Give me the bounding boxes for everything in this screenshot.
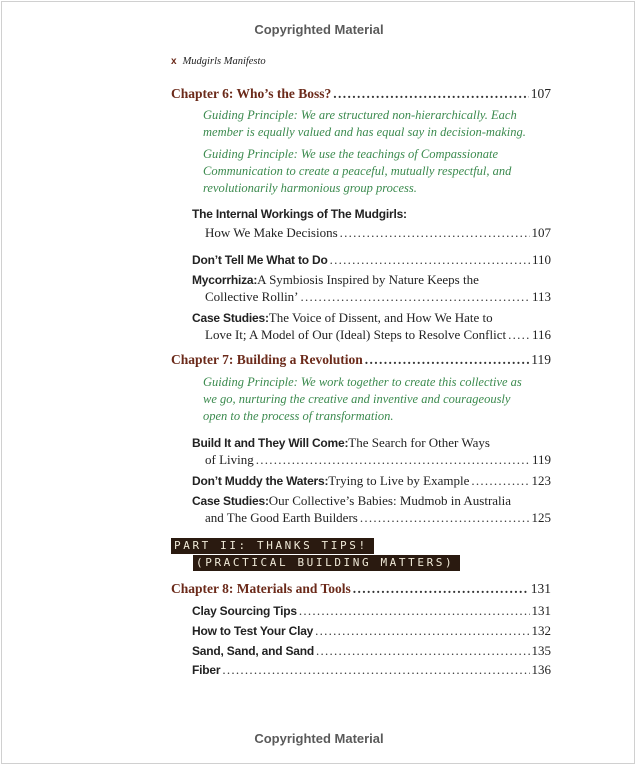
entry-lead: Fiber — [192, 663, 221, 677]
principle-line: open to the process of transformation. — [203, 409, 394, 423]
toc-entry[interactable] — [192, 473, 551, 489]
dot-leader — [222, 662, 529, 678]
copyright-notice-top: Copyrighted Material — [254, 22, 384, 37]
dot-leader — [299, 603, 530, 619]
toc-entry[interactable] — [192, 252, 551, 268]
chapter-title: Chapter 8: Materials and Tools — [171, 581, 351, 596]
dot-leader — [508, 327, 530, 343]
entry-lead: Case Studies: — [192, 311, 269, 325]
page-number: 123 — [531, 473, 551, 488]
dot-leader — [365, 352, 529, 368]
entry-text: The Search for Other Ways — [348, 435, 490, 450]
principle-line: we go, nurturing the creative and inventive and courageously — [203, 392, 511, 406]
toc-entry[interactable] — [192, 207, 551, 221]
entry-lead: How to Test Your Clay — [192, 624, 314, 638]
entry-text: How We Make Decisions — [205, 225, 338, 240]
dot-leader — [353, 581, 529, 597]
toc-entry[interactable] — [192, 493, 551, 509]
dot-leader — [340, 225, 530, 241]
page-number: 136 — [531, 662, 551, 677]
entry-lead: The Internal Workings of The Mudgirls: — [192, 207, 407, 221]
guiding-principle — [203, 374, 522, 425]
chapter-title: Chapter 7: Building a Revolution — [171, 352, 363, 367]
toc-entry[interactable] — [192, 435, 551, 451]
entry-lead: Don’t Muddy the Waters: — [192, 474, 329, 488]
dot-leader — [471, 473, 529, 489]
page-number: 119 — [531, 352, 551, 367]
entry-text: Our Collective’s Babies: Mudmob in Australia — [268, 493, 512, 508]
toc-chapter-6[interactable] — [171, 86, 551, 102]
page-number: 132 — [531, 623, 551, 638]
principle-line: Guiding Principle: We are structured non-hierarchically. Each — [203, 108, 517, 122]
entry-text: The Voice of Dissent, and How We Hate to — [268, 310, 493, 325]
page-number: 135 — [531, 643, 551, 658]
toc-chapter-8[interactable] — [171, 581, 551, 597]
page-number: 107 — [531, 225, 551, 240]
principle-line: Guiding Principle: We use the teachings of Compassionate — [203, 147, 498, 161]
entry-lead: Clay Sourcing Tips — [192, 604, 297, 618]
principle-line: Guiding Principle: We work together to create this collective as — [203, 375, 522, 389]
toc-entry[interactable] — [192, 662, 551, 678]
page-number: 116 — [531, 327, 551, 342]
page-number: 131 — [530, 581, 551, 596]
guiding-principle — [203, 146, 511, 197]
dot-leader — [315, 623, 529, 639]
entry-lead: Build It and They Will Come: — [192, 436, 349, 450]
entry-lead: Sand, Sand, and Sand — [192, 644, 315, 658]
dot-leader — [333, 86, 528, 102]
entry-lead: Don’t Tell Me What to Do — [192, 253, 328, 267]
guiding-principle — [203, 107, 526, 141]
dot-leader — [256, 452, 530, 468]
page-number: 113 — [531, 289, 551, 304]
entry-text: of Living — [205, 452, 254, 467]
part-two-banner-line2[interactable]: (PRACTICAL BUILDING MATTERS) — [193, 555, 460, 571]
page-number: 119 — [531, 452, 551, 467]
chapter-title: Chapter 6: Who’s the Boss? — [171, 86, 332, 101]
toc-entry-continued[interactable] — [205, 225, 551, 241]
toc-entry[interactable] — [192, 623, 551, 639]
entry-text: Collective Rollin’ — [205, 289, 299, 304]
toc-entry-continued[interactable] — [205, 289, 551, 305]
entry-lead: Case Studies: — [192, 494, 269, 508]
principle-line: member is equally valued and has equal say in decision-making. — [203, 125, 526, 139]
dot-leader — [316, 643, 529, 659]
page-number: 131 — [531, 603, 551, 618]
copyright-notice-bottom: Copyrighted Material — [254, 731, 384, 746]
toc-entry-continued[interactable] — [205, 510, 551, 526]
toc-entry[interactable] — [192, 603, 551, 619]
page-number: 125 — [531, 510, 551, 525]
toc-entry-continued[interactable] — [205, 327, 551, 343]
dot-leader — [301, 289, 530, 305]
part-two-banner-line1[interactable]: PART II: THANKS TIPS! — [171, 538, 374, 554]
dot-leader — [360, 510, 530, 526]
page-number: 107 — [530, 86, 551, 101]
entry-lead: Mycorrhiza: — [192, 273, 258, 287]
toc-entry[interactable] — [192, 272, 551, 288]
toc-entry-continued[interactable] — [205, 452, 551, 468]
principle-line: Communication to create a peaceful, mutually respectful, and — [203, 164, 512, 178]
principle-line: revolutionarily harmonious group process. — [203, 181, 417, 195]
toc-chapter-7[interactable] — [171, 352, 551, 368]
running-head-mark: x — [171, 56, 177, 67]
toc-entry[interactable] — [192, 643, 551, 659]
toc-entry[interactable] — [192, 310, 551, 326]
page-number: 110 — [531, 252, 551, 267]
entry-text: A Symbiosis Inspired by Nature Keeps the — [257, 272, 479, 287]
entry-text: Trying to Live by Example — [328, 473, 470, 488]
entry-text: Love It; A Model of Our (Ideal) Steps to Resolve Conflict — [205, 327, 507, 342]
entry-text: and The Good Earth Builders — [205, 510, 358, 525]
running-head-title: Mudgirls Manifesto — [182, 56, 266, 67]
dot-leader — [330, 252, 530, 268]
